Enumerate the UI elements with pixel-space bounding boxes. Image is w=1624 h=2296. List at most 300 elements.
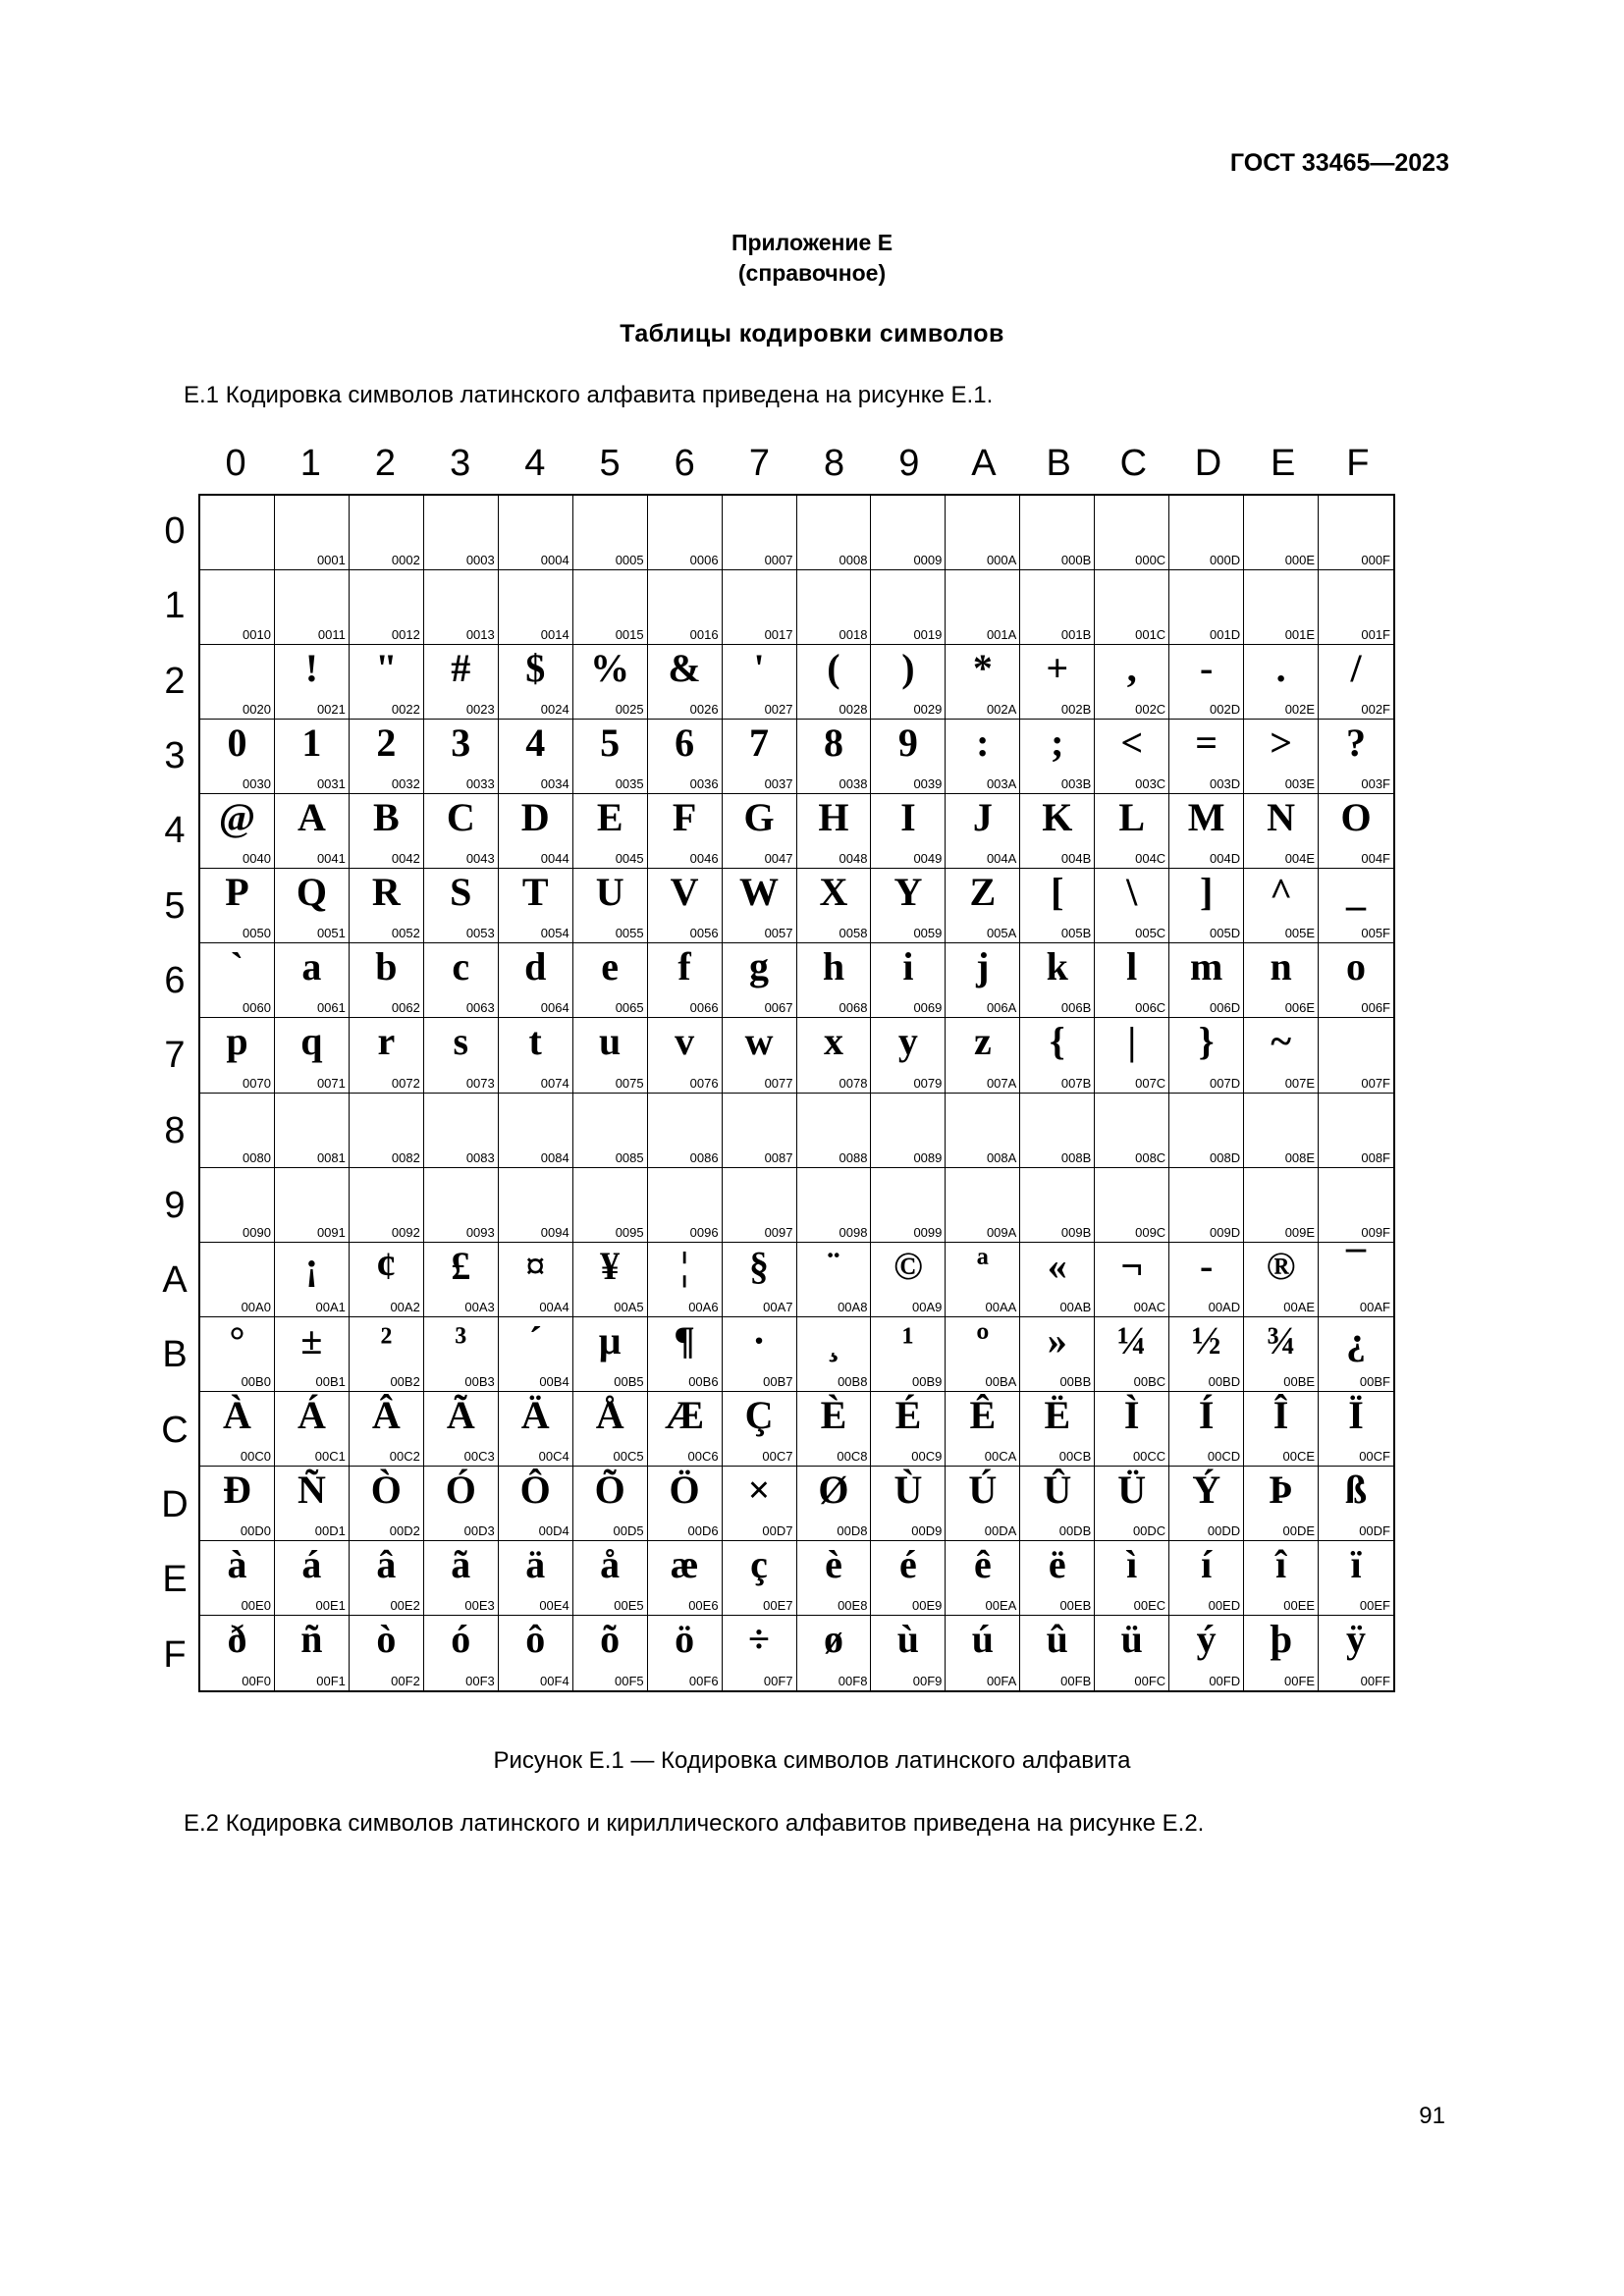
- code-cell: [946, 1168, 1020, 1243]
- cell-code: 00E5: [614, 1597, 644, 1613]
- cell-code: 007E: [1284, 1075, 1316, 1091]
- code-cell: [1095, 1094, 1169, 1168]
- cell-code: 00EC: [1133, 1597, 1166, 1613]
- cell-code: 00AD: [1208, 1299, 1241, 1314]
- cell-code: 00AA: [985, 1299, 1017, 1314]
- cell-glyph: N: [1267, 795, 1296, 840]
- cell-code: 0094: [540, 1224, 569, 1240]
- cell-code: 0076: [689, 1075, 719, 1091]
- cell-glyph: ¥: [600, 1243, 621, 1288]
- code-cell: [946, 1094, 1020, 1168]
- code-cell: [648, 943, 723, 1018]
- cell-code: 0046: [689, 851, 719, 867]
- column-header: A: [971, 443, 997, 484]
- cell-code: 004B: [1060, 851, 1092, 867]
- cell-glyph: î: [1275, 1541, 1287, 1586]
- cell-code: 00A2: [390, 1299, 420, 1314]
- cell-glyph: Ñ: [297, 1467, 326, 1512]
- cell-code: 00F0: [242, 1674, 271, 1688]
- code-cell: [1020, 570, 1095, 645]
- cell-glyph: V: [670, 870, 699, 915]
- cell-code: 0059: [913, 926, 943, 941]
- cell-code: 006A: [986, 1000, 1017, 1016]
- cell-code: 0026: [689, 702, 719, 718]
- code-cell: [499, 645, 573, 720]
- cell-code: 006B: [1060, 1000, 1092, 1016]
- code-cell: [350, 645, 424, 720]
- cell-code: 00EA: [985, 1597, 1017, 1613]
- code-cell: [648, 645, 723, 720]
- cell-code: 0044: [540, 851, 569, 867]
- cell-glyph: â: [376, 1541, 397, 1586]
- code-cell: [797, 1392, 872, 1467]
- cell-glyph: ð: [227, 1616, 247, 1661]
- cell-code: 0064: [540, 1000, 569, 1016]
- cell-code: 0033: [465, 776, 495, 792]
- cell-glyph: ö: [675, 1616, 695, 1661]
- cell-code: 0018: [839, 627, 868, 643]
- cell-glyph: ¡: [304, 1243, 319, 1288]
- cell-glyph: q: [300, 1019, 323, 1064]
- code-cell: [424, 720, 499, 794]
- code-cell: [871, 1616, 946, 1690]
- cell-glyph: y: [897, 1019, 918, 1064]
- code-cell: [1020, 1541, 1095, 1616]
- cell-code: 00B9: [912, 1373, 943, 1389]
- cell-code: 0021: [316, 702, 346, 718]
- cell-glyph: b: [375, 944, 398, 989]
- cell-code: 00D1: [314, 1522, 346, 1538]
- cell-glyph: ú: [971, 1616, 994, 1661]
- cell-code: 00DA: [984, 1522, 1017, 1538]
- cell-code: 007F: [1361, 1075, 1390, 1091]
- cell-code: 000F: [1361, 553, 1390, 568]
- code-cell: [499, 496, 573, 570]
- cell-code: 00DB: [1058, 1522, 1092, 1538]
- cell-glyph: 0: [227, 721, 247, 766]
- cell-glyph: }: [1198, 1019, 1215, 1064]
- code-cell: [200, 869, 275, 943]
- cell-code: 00FD: [1209, 1674, 1241, 1688]
- cell-glyph: ¬: [1120, 1243, 1144, 1288]
- cell-glyph: ´: [528, 1317, 542, 1362]
- cell-code: 0051: [316, 926, 346, 941]
- cell-glyph: ?: [1346, 721, 1367, 766]
- code-cell: [275, 1392, 350, 1467]
- cell-glyph: M: [1187, 795, 1225, 840]
- cell-code: 001C: [1135, 627, 1166, 643]
- code-cell: [648, 1168, 723, 1243]
- code-cell: [1020, 869, 1095, 943]
- code-cell: [1095, 1392, 1169, 1467]
- cell-glyph: ø: [823, 1616, 843, 1661]
- code-cell: [200, 1392, 275, 1467]
- cell-code: 0057: [764, 926, 793, 941]
- cell-glyph: <: [1120, 721, 1144, 766]
- cell-glyph: Ê: [969, 1392, 997, 1437]
- row-header: 0: [164, 510, 186, 552]
- cell-code: 0035: [615, 776, 644, 792]
- cell-glyph: ¸: [827, 1317, 840, 1362]
- code-cell: [573, 943, 648, 1018]
- cell-glyph: ü: [1120, 1616, 1143, 1661]
- cell-code: 000A: [986, 553, 1017, 568]
- cell-glyph: Ú: [968, 1467, 998, 1512]
- code-cell: [424, 1392, 499, 1467]
- cell-glyph: ¶: [674, 1317, 695, 1362]
- code-cell: [648, 1317, 723, 1392]
- code-cell: [1244, 1168, 1319, 1243]
- code-cell: [871, 1317, 946, 1392]
- code-cell: [723, 1616, 797, 1690]
- code-cell: [1169, 1467, 1244, 1541]
- code-cell: [1095, 794, 1169, 869]
- cell-code: 002B: [1060, 702, 1092, 718]
- cell-glyph: Y: [893, 870, 923, 915]
- code-cell: [871, 869, 946, 943]
- cell-code: 005E: [1284, 926, 1316, 941]
- cell-glyph: ó: [451, 1616, 471, 1661]
- code-cell: [648, 570, 723, 645]
- cell-glyph: F: [672, 795, 697, 840]
- cell-glyph: @: [218, 795, 256, 840]
- cell-glyph: L: [1118, 795, 1146, 840]
- cell-code: 0019: [913, 627, 943, 643]
- cell-code: 00CD: [1207, 1448, 1241, 1464]
- code-cell: [723, 1541, 797, 1616]
- cell-code: 00CF: [1359, 1448, 1390, 1464]
- cell-glyph: 8: [823, 721, 843, 766]
- cell-glyph: j: [976, 944, 990, 989]
- cell-code: 0081: [316, 1149, 346, 1165]
- code-cell: [275, 869, 350, 943]
- cell-code: 008E: [1284, 1149, 1316, 1165]
- cell-code: 00CA: [984, 1448, 1017, 1464]
- cell-code: 0011: [317, 627, 346, 643]
- cell-glyph: è: [825, 1541, 842, 1586]
- cell-glyph: J: [972, 795, 993, 840]
- cell-code: 007D: [1210, 1075, 1241, 1091]
- cell-code: 0075: [615, 1075, 644, 1091]
- cell-glyph: ñ: [300, 1616, 323, 1661]
- cell-code: 00C2: [389, 1448, 420, 1464]
- code-cell: [648, 1541, 723, 1616]
- cell-code: 0077: [764, 1075, 793, 1091]
- cell-code: 001A: [986, 627, 1017, 643]
- code-cell: [424, 1317, 499, 1392]
- cell-code: 002F: [1361, 702, 1390, 718]
- code-cell: [797, 1094, 872, 1168]
- code-cell: [573, 720, 648, 794]
- code-cell: [871, 794, 946, 869]
- cell-code: 005C: [1135, 926, 1166, 941]
- cell-code: 0063: [465, 1000, 495, 1016]
- code-cell: [499, 1243, 573, 1317]
- code-cell: [1244, 1243, 1319, 1317]
- code-cell: [723, 1467, 797, 1541]
- cell-glyph: §: [749, 1243, 770, 1288]
- cell-code: 0017: [764, 627, 793, 643]
- code-cell: [648, 794, 723, 869]
- cell-code: 00E6: [688, 1597, 719, 1613]
- cell-code: 003B: [1060, 776, 1092, 792]
- cell-code: 002D: [1210, 702, 1241, 718]
- cell-code: 009E: [1284, 1224, 1316, 1240]
- cell-glyph: ±: [300, 1317, 323, 1362]
- cell-glyph: Þ: [1269, 1467, 1293, 1512]
- cell-glyph: d: [524, 944, 547, 989]
- code-cell: [499, 1467, 573, 1541]
- cell-glyph: Ô: [519, 1467, 551, 1512]
- row-header: E: [162, 1559, 188, 1601]
- cell-glyph: Û: [1043, 1467, 1072, 1512]
- cell-glyph: ¿: [1346, 1317, 1367, 1362]
- code-cell: [871, 570, 946, 645]
- cell-glyph: Ó: [445, 1467, 476, 1512]
- code-cell: [648, 1616, 723, 1690]
- cell-code: 0090: [243, 1224, 271, 1240]
- code-cell: [499, 1168, 573, 1243]
- code-cell: [350, 1094, 424, 1168]
- code-cell: [275, 570, 350, 645]
- code-cell: [946, 943, 1020, 1018]
- cell-glyph: r: [377, 1019, 396, 1064]
- cell-code: 00A3: [464, 1299, 495, 1314]
- row-header: 1: [164, 585, 186, 627]
- cell-glyph: `: [230, 944, 244, 989]
- code-cell: [424, 570, 499, 645]
- cell-code: 001B: [1060, 627, 1092, 643]
- character-code-table: [153, 440, 1400, 1701]
- code-cell: [499, 869, 573, 943]
- code-cell: [723, 1243, 797, 1317]
- code-cell: [424, 645, 499, 720]
- cell-glyph: 9: [897, 721, 918, 766]
- code-cell: [1020, 645, 1095, 720]
- cell-glyph: é: [899, 1541, 917, 1586]
- cell-code: 002E: [1284, 702, 1316, 718]
- cell-code: 009F: [1361, 1224, 1390, 1240]
- code-cell: [275, 496, 350, 570]
- cell-glyph: a: [301, 944, 322, 989]
- cell-code: 004F: [1361, 851, 1390, 867]
- cell-glyph: Ö: [669, 1467, 700, 1512]
- code-cell: [946, 1317, 1020, 1392]
- code-cell: [1020, 1243, 1095, 1317]
- cell-code: 0043: [465, 851, 495, 867]
- code-cell: [1244, 570, 1319, 645]
- cell-code: 006C: [1135, 1000, 1166, 1016]
- code-cell: [1169, 720, 1244, 794]
- cell-code: 00F5: [614, 1674, 644, 1688]
- cell-glyph: ©: [893, 1243, 923, 1288]
- column-header: F: [1346, 443, 1370, 484]
- cell-glyph: ¼: [1116, 1317, 1147, 1362]
- cell-glyph: w: [744, 1019, 774, 1064]
- code-cell: [723, 1168, 797, 1243]
- cell-code: 0031: [316, 776, 346, 792]
- cell-code: 00DF: [1359, 1522, 1390, 1538]
- code-cell: [1319, 645, 1393, 720]
- cell-glyph: X: [819, 870, 848, 915]
- code-cell: [797, 1616, 872, 1690]
- cell-code: 00EB: [1059, 1597, 1092, 1613]
- cell-glyph: z: [973, 1019, 992, 1064]
- code-cell: [1244, 1616, 1319, 1690]
- code-cell: [350, 1541, 424, 1616]
- cell-code: 0002: [391, 553, 420, 568]
- cell-code: 0040: [243, 851, 271, 867]
- code-cell: [200, 943, 275, 1018]
- cell-glyph: 3: [451, 721, 471, 766]
- code-cell: [648, 869, 723, 943]
- cell-code: 0071: [316, 1075, 346, 1091]
- code-cell: [1319, 1317, 1393, 1392]
- code-cell: [797, 1541, 872, 1616]
- code-cell: [499, 1317, 573, 1392]
- code-cell: [946, 1467, 1020, 1541]
- cell-glyph: u: [599, 1019, 622, 1064]
- code-cell: [1095, 1018, 1169, 1093]
- cell-code: 00B4: [539, 1373, 569, 1389]
- code-cell: [573, 496, 648, 570]
- cell-code: 0016: [689, 627, 719, 643]
- cell-glyph: O: [1340, 795, 1372, 840]
- cell-code: 0037: [764, 776, 793, 792]
- code-cell: [1169, 1541, 1244, 1616]
- cell-code: 00C4: [538, 1448, 569, 1464]
- cell-glyph: Ã: [446, 1392, 475, 1437]
- code-cell: [1169, 570, 1244, 645]
- row-header: A: [162, 1259, 188, 1302]
- cell-code: 00C3: [463, 1448, 495, 1464]
- cell-code: 0045: [615, 851, 644, 867]
- row-header: 7: [164, 1035, 186, 1077]
- cell-glyph: l: [1126, 944, 1138, 989]
- cell-code: 00A8: [838, 1299, 868, 1314]
- cell-code: 0028: [839, 702, 868, 718]
- cell-code: 0062: [391, 1000, 420, 1016]
- cell-glyph: ~: [1271, 1019, 1291, 1064]
- code-cell: [723, 869, 797, 943]
- cell-code: 00BD: [1208, 1373, 1241, 1389]
- code-cell: [350, 943, 424, 1018]
- cell-code: 001E: [1284, 627, 1316, 643]
- code-cell: [1319, 1168, 1393, 1243]
- code-cell: [1319, 1467, 1393, 1541]
- code-cell: [200, 1018, 275, 1093]
- code-cell: [1244, 1392, 1319, 1467]
- cell-code: 001F: [1361, 627, 1390, 643]
- code-cell: [648, 496, 723, 570]
- code-cell: [1020, 1168, 1095, 1243]
- section-title: Таблицы кодировки символов: [620, 320, 1004, 347]
- cell-code: 00D0: [240, 1522, 271, 1538]
- cell-code: 00AE: [1283, 1299, 1316, 1314]
- cell-glyph: ^: [1269, 870, 1293, 915]
- code-cell: [424, 1094, 499, 1168]
- cell-glyph: µ: [598, 1317, 622, 1362]
- code-cell: [797, 1168, 872, 1243]
- cell-code: 0024: [540, 702, 569, 718]
- cell-glyph: ê: [973, 1541, 992, 1586]
- cell-glyph: ª: [976, 1243, 989, 1288]
- row-header: C: [161, 1409, 189, 1451]
- cell-glyph: ý: [1196, 1616, 1217, 1661]
- cell-glyph: Ø: [818, 1467, 849, 1512]
- cell-glyph: _: [1346, 870, 1367, 915]
- column-header: D: [1194, 443, 1222, 484]
- cell-glyph: :: [976, 721, 990, 766]
- code-cell: [573, 645, 648, 720]
- code-cell: [424, 794, 499, 869]
- code-cell: [797, 496, 872, 570]
- cell-glyph: «: [1047, 1243, 1067, 1288]
- cell-glyph: 1: [301, 721, 322, 766]
- code-cell: [1244, 1094, 1319, 1168]
- code-cell: [1319, 1018, 1393, 1093]
- cell-code: 00F8: [838, 1674, 868, 1688]
- cell-code: 00B3: [464, 1373, 495, 1389]
- cell-code: 00EF: [1359, 1597, 1390, 1613]
- cell-glyph: x: [823, 1019, 843, 1064]
- code-cell: [946, 1018, 1020, 1093]
- cell-code: 0086: [689, 1149, 719, 1165]
- code-cell: [573, 794, 648, 869]
- code-cell: [573, 1168, 648, 1243]
- cell-code: 0069: [913, 1000, 943, 1016]
- cell-glyph: n: [1270, 944, 1292, 989]
- cell-glyph: %: [590, 646, 630, 691]
- cell-code: 008C: [1135, 1149, 1166, 1165]
- code-cell: [1020, 794, 1095, 869]
- cell-code: 0005: [615, 553, 644, 568]
- cell-code: 009B: [1060, 1224, 1092, 1240]
- cell-code: 00CB: [1058, 1448, 1092, 1464]
- code-cell: [871, 645, 946, 720]
- cell-code: 0032: [391, 776, 420, 792]
- code-cell: [1020, 496, 1095, 570]
- cell-glyph: H: [818, 795, 849, 840]
- code-cell: [723, 1392, 797, 1467]
- column-header: 7: [748, 443, 770, 484]
- cell-glyph: !: [304, 646, 319, 691]
- code-cell: [723, 720, 797, 794]
- cell-glyph: E: [596, 795, 623, 840]
- column-header: B: [1046, 443, 1071, 484]
- cell-code: 00D2: [389, 1522, 420, 1538]
- cell-code: 00D4: [538, 1522, 569, 1538]
- code-cell: [1244, 1541, 1319, 1616]
- cell-glyph: Î: [1272, 1392, 1289, 1437]
- code-cell: [424, 1018, 499, 1093]
- cell-glyph: +: [1046, 646, 1069, 691]
- code-cell: [946, 1392, 1020, 1467]
- code-cell: [946, 496, 1020, 570]
- code-cell: [200, 1094, 275, 1168]
- paragraph-e2: Е.2 Кодировка символов латинского и кириллического алфавитов приведена на рисунке Е.2.: [184, 1810, 1205, 1837]
- code-cell: [1319, 794, 1393, 869]
- cell-glyph: e: [601, 944, 620, 989]
- code-cell: [275, 1243, 350, 1317]
- code-cell: [797, 1018, 872, 1093]
- cell-glyph: |: [1127, 1019, 1137, 1064]
- code-cell: [1319, 1392, 1393, 1467]
- cell-code: 0001: [316, 553, 346, 568]
- cell-glyph: ¤: [525, 1243, 546, 1288]
- code-cell: [573, 1467, 648, 1541]
- cell-code: 0039: [913, 776, 943, 792]
